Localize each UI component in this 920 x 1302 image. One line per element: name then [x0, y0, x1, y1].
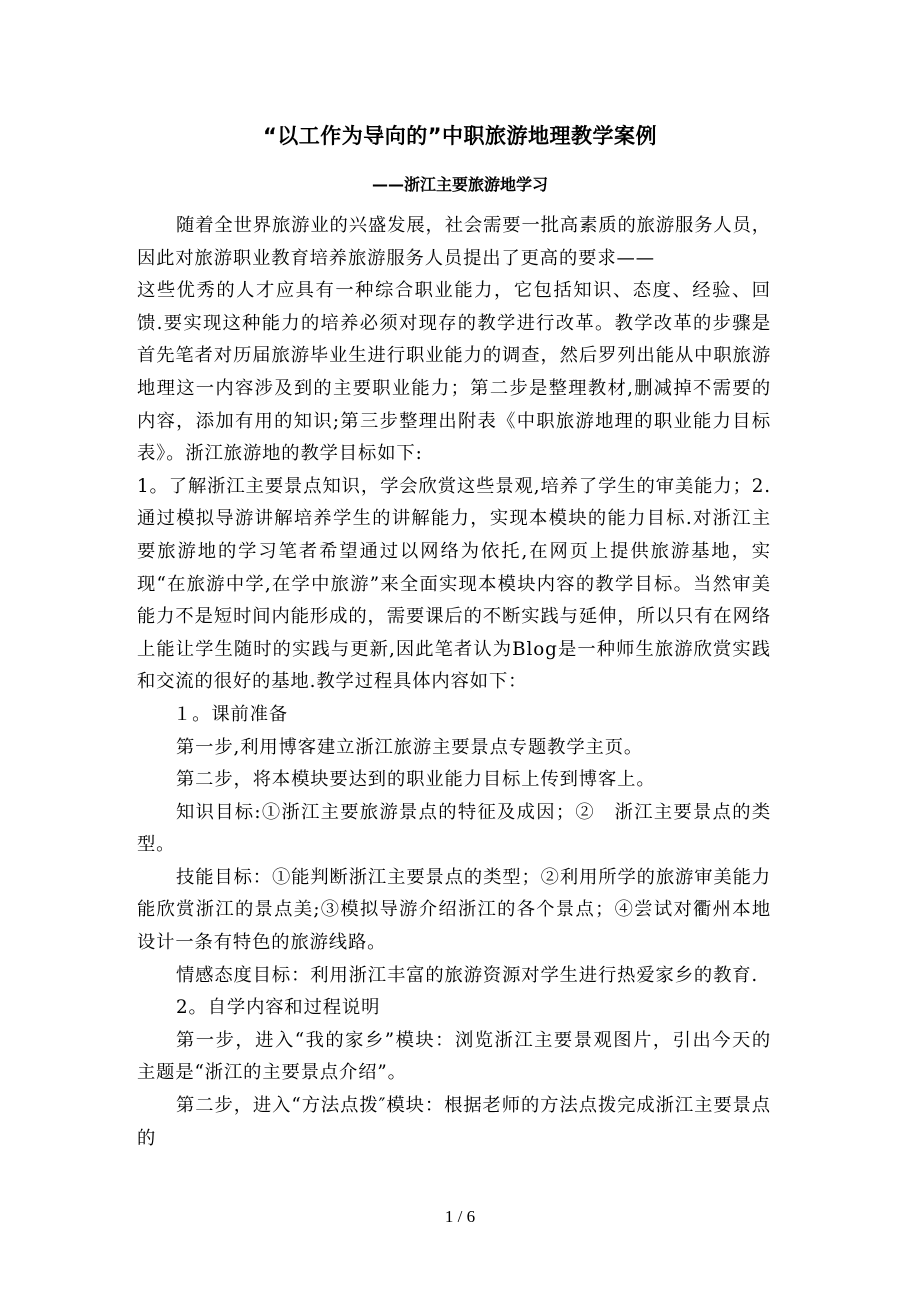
paragraph-self-study-step-one: 第一步，进入“我的家乡”模块：浏览浙江主要景观图片，引出今天的主题是“浙江的主要景点介绍”。 [137, 1029, 771, 1084]
page-number: 1 / 6 [444, 1207, 476, 1226]
paragraph-intro: 随着全世界旅游业的兴盛发展，社会需要一批高素质的旅游服务人员，因此对旅游职业教育培养旅游服务人员提出了更高的要求—— [137, 215, 771, 269]
paragraph-abilities: 这些优秀的人才应具有一种综合职业能力，它包括知识、态度、经验、回馈.要实现这种能力的培养必须对现存的教学进行改革。教学改革的步骤是首先笔者对历届旅游毕业生进行职业能力的调查，然后罗列出能从中职旅游地理这一内容涉及到的主要职业能力；第二步是整理教材,删减掉不需要的内容，添加有用的知识;第三步整理出附表《中职旅游地理的职业能力目标表》。浙江旅游地的教学目标如下: [137, 280, 771, 465]
paragraph-goals: 1。了解浙江主要景点知识，学会欣赏这些景观,培养了学生的审美能力；2.通过模拟导游讲解培养学生的讲解能力，实现本模块的能力目标.对浙江主要旅游地的学习笔者希望通过以网络为依托,在网页上提供旅游基地，实现“在旅游中学,在学中旅游”来全面实现本模块内容的教学目标。当然审美能力不是短时间内能形成的，需要课后的不断实践与延伸，所以只有在网络上能让学生随时的实践与更新,因此笔者认为Blog是一种师生旅游欣赏实践和交流的很好的基地.教学过程具体内容如下： [137, 475, 771, 693]
paragraph-skill-goal: 技能目标：①能判断浙江主要景点的类型；②利用所学的旅游审美能力能欣赏浙江的景点美;③模拟导游介绍浙江的各个景点；④尝试对衢州本地设计一条有特色的旅游线路。 [137, 866, 771, 954]
document-subtitle: ——浙江主要旅游地学习 [371, 175, 548, 194]
paragraph-self-study-step-two: 第二步，进入“方法点拨″模块：根据老师的方法点拨完成浙江主要景点的 [137, 1095, 771, 1149]
document-title: “以工作为导向的”中职旅游地理教学案例 [262, 124, 658, 148]
paragraph-knowledge-goal: 知识目标:①浙江主要旅游景点的特征及成因；② 浙江主要景点的类型。 [137, 801, 771, 856]
paragraph-step-two: 第二步，将本模块要达到的职业能力目标上传到博客上。 [176, 769, 656, 791]
paragraph-attitude-goal: 情感态度目标：利用浙江丰富的旅游资源对学生进行热爱家乡的教育. [176, 964, 759, 986]
document-body [137, 210, 771, 1155]
paragraph-step-one: 第一步,利用博客建立浙江旅游主要景点专题教学主页。 [176, 736, 644, 758]
section-heading-self-study: 2。自学内容和过程说明 [176, 997, 381, 1019]
section-heading-preparation: １。课前准备 [173, 703, 289, 725]
